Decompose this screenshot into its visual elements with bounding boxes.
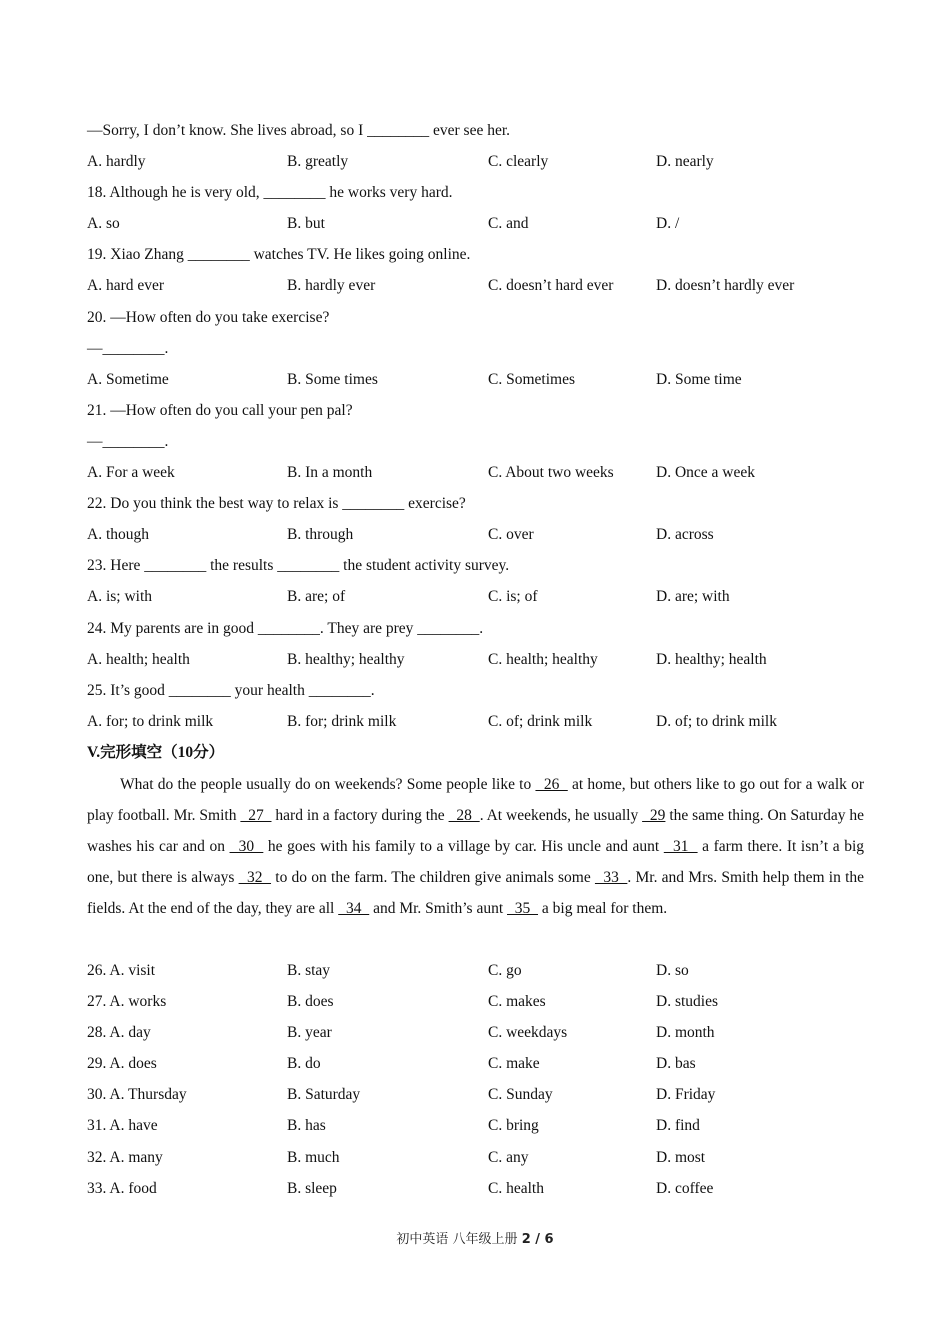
cloze-passage: What do the people usually do on weekends? Some people like to 26 at home, but others like to go out for a walk or play football. Mr. Smith 27 hard in a factory during the 28 . At weekends, he usually 29 the same thing. On Saturday he washes his car and on 30 he goes with his family to a village by car. His uncle and aunt 31 a farm there. It isn’t a big one, but there is always 32 to do on the farm. The children give animals some 33 . Mr. and Mrs. Smith help them in the fields. At the end of the day, they are all 34 and Mr. Smith’s aunt 35 a big meal for them. — [87, 776, 865, 917]
option-c: C. bring — [488, 1117, 539, 1134]
cloze-28-options — [87, 1023, 867, 1043]
option-b: B. stay — [287, 962, 331, 979]
question-20: 20. —How often do you take exercise? — [87, 309, 330, 326]
blank-28: 28 — [448, 807, 480, 824]
option-d: D. studies — [656, 993, 718, 1010]
cloze-30-options — [87, 1085, 867, 1105]
question-18: 18. Although he is very old, ________ he works very hard. — [87, 184, 453, 201]
question-17-dialogue: —Sorry, I don’t know. She lives abroad, so I ________ ever see her. — [87, 122, 511, 139]
option-b: B. healthy; healthy — [287, 651, 405, 668]
cloze-32-options — [87, 1148, 867, 1168]
option-d: D. coffee — [656, 1180, 714, 1197]
option-b: B. has — [287, 1117, 326, 1134]
option-b: B. Saturday — [287, 1086, 361, 1103]
question-17-options — [87, 152, 867, 172]
option-d: D. of; to drink milk — [656, 713, 777, 730]
question-25: 25. It’s good ________ your health ________. — [87, 682, 375, 699]
option-b: B. do — [287, 1055, 321, 1072]
option-d: D. Some time — [656, 371, 742, 388]
option-c: C. any — [488, 1149, 529, 1166]
option-b: B. through — [287, 526, 354, 543]
option-c: C. makes — [488, 993, 546, 1010]
blank-27: 27 — [240, 807, 272, 824]
option-c: C. Sometimes — [488, 371, 575, 388]
option-c: C. health; healthy — [488, 651, 598, 668]
option-c: C. Sunday — [488, 1086, 553, 1103]
blank-26: 26 — [535, 776, 568, 793]
option-d: D. nearly — [656, 153, 714, 170]
option-c: C. make — [488, 1055, 540, 1072]
question-22: 22. Do you think the best way to relax is ________ exercise? — [87, 495, 466, 512]
option-c: C. About two weeks — [488, 464, 614, 481]
blank-33: 33 — [594, 869, 628, 886]
option-d: D. / — [656, 215, 680, 232]
blank-30: 30 — [229, 838, 264, 855]
option-b: B. for; drink milk — [287, 713, 397, 730]
cloze-31-options — [87, 1116, 867, 1136]
option-d: D. month — [656, 1024, 715, 1041]
question-20-options — [87, 370, 867, 390]
question-19-options — [87, 276, 867, 296]
question-24-options — [87, 650, 867, 670]
option-d: D. most — [656, 1149, 706, 1166]
option-a: 33. A. food — [87, 1180, 157, 1197]
option-a: A. health; health — [87, 651, 190, 668]
option-d: D. healthy; health — [656, 651, 767, 668]
option-a: A. hard ever — [87, 277, 165, 294]
footer-label: 初中英语 八年级上册 — [396, 1232, 518, 1247]
option-a: 32. A. many — [87, 1149, 163, 1166]
option-a: 26. A. visit — [87, 962, 156, 979]
cloze-33-options — [87, 1179, 867, 1199]
option-c: C. clearly — [488, 153, 549, 170]
option-b: B. does — [287, 993, 334, 1010]
option-a: A. for; to drink milk — [87, 713, 214, 730]
question-25-options — [87, 712, 867, 732]
option-d: D. doesn’t hardly ever — [656, 277, 795, 294]
option-c: C. over — [488, 526, 534, 543]
option-b: B. are; of — [287, 588, 346, 605]
option-a: 27. A. works — [87, 993, 167, 1010]
cloze-26-options — [87, 961, 867, 981]
option-b: B. year — [287, 1024, 332, 1041]
option-b: B. but — [287, 215, 325, 232]
option-c: C. and — [488, 215, 529, 232]
option-a: 28. A. day — [87, 1024, 151, 1041]
cloze-29-options — [87, 1054, 867, 1074]
question-24: 24. My parents are in good ________. They are prey ________. — [87, 620, 484, 637]
option-a: A. though — [87, 526, 149, 543]
page-number: 2 / 6 — [521, 1232, 554, 1247]
question-23-options — [87, 587, 867, 607]
option-d: D. Friday — [656, 1086, 716, 1103]
option-d: D. Once a week — [656, 464, 755, 481]
option-a: A. hardly — [87, 153, 146, 170]
option-b: B. greatly — [287, 153, 349, 170]
option-b: B. much — [287, 1149, 340, 1166]
option-c: C. doesn’t hard ever — [488, 277, 614, 294]
option-d: D. so — [656, 962, 689, 979]
option-d: D. across — [656, 526, 714, 543]
option-c: C. is; of — [488, 588, 538, 605]
question-23: 23. Here ________ the results ________ the student activity survey. — [87, 557, 510, 574]
question-20-answer-line: —________. — [87, 340, 169, 357]
blank-32: 32 — [238, 869, 272, 886]
blank-34: 34 — [338, 900, 370, 917]
option-a: A. Sometime — [87, 371, 169, 388]
question-21-options — [87, 463, 867, 483]
option-c: C. health — [488, 1180, 544, 1197]
option-a: 29. A. does — [87, 1055, 157, 1072]
question-18-options — [87, 214, 867, 234]
option-d: D. find — [656, 1117, 700, 1134]
option-c: C. weekdays — [488, 1024, 568, 1041]
option-c: C. go — [488, 962, 522, 979]
blank-35: 35 — [507, 900, 539, 917]
option-b: B. hardly ever — [287, 277, 376, 294]
question-21-answer-line: —________. — [87, 433, 169, 450]
page-footer — [0, 1228, 950, 1247]
option-a: A. so — [87, 215, 120, 232]
option-d: D. are; with — [656, 588, 730, 605]
question-21: 21. —How often do you call your pen pal? — [87, 402, 353, 419]
option-b: B. Some times — [287, 371, 378, 388]
option-a: A. is; with — [87, 588, 153, 605]
section-heading: V.完形填空（10分） — [87, 744, 225, 761]
option-a: A. For a week — [87, 464, 175, 481]
option-a: 31. A. have — [87, 1117, 158, 1134]
question-22-options — [87, 525, 867, 545]
option-d: D. bas — [656, 1055, 696, 1072]
option-b: B. In a month — [287, 464, 373, 481]
blank-31: 31 — [663, 838, 698, 855]
option-c: C. of; drink milk — [488, 713, 593, 730]
question-19: 19. Xiao Zhang ________ watches TV. He likes going online. — [87, 246, 471, 263]
blank-29: 29 — [642, 807, 666, 824]
option-b: B. sleep — [287, 1180, 337, 1197]
cloze-27-options — [87, 992, 867, 1012]
option-a: 30. A. Thursday — [87, 1086, 187, 1103]
